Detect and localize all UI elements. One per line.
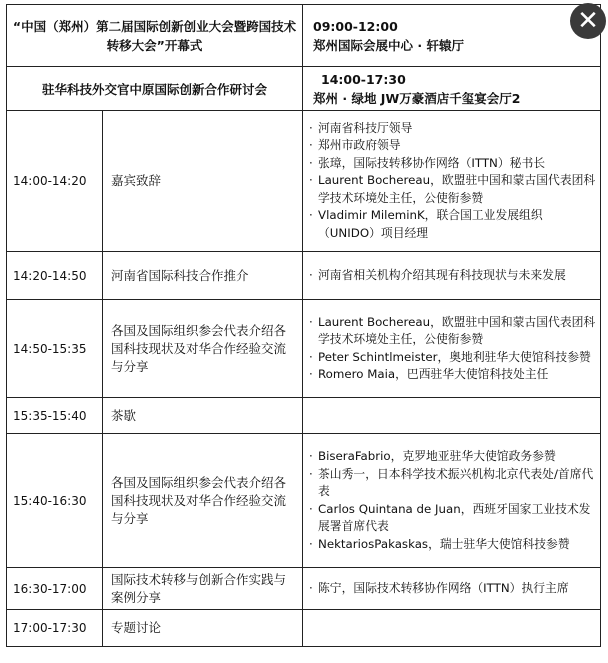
opening-time: 09:00-12:00 xyxy=(313,18,398,34)
session-title: 驻华科技外交官中原国际创新合作研讨会 xyxy=(7,67,303,111)
agenda-topic: 专题讨论 xyxy=(103,610,303,647)
speaker-item: · 张璋，国际技转移协作网络（ITTN）秘书长 xyxy=(309,155,596,173)
speaker-list xyxy=(309,580,596,598)
agenda-row xyxy=(7,610,601,647)
close-button[interactable] xyxy=(570,3,606,39)
agenda-table xyxy=(6,4,601,647)
speaker-item: · Romero Maia，巴西驻华大使馆科技处主任 xyxy=(309,366,596,384)
opening-info xyxy=(303,5,601,67)
speaker-list xyxy=(309,314,596,384)
speaker-item: · BiseraFabrio，克罗地亚驻华大使馆政务参赞 xyxy=(309,448,596,466)
speaker-list xyxy=(309,120,596,243)
speaker-item: · 陈宁，国际技术转移协作网络（ITTN）执行主席 xyxy=(309,580,596,598)
session-header-row xyxy=(7,67,601,111)
close-icon: ✕ xyxy=(577,6,599,36)
agenda-time: 14:50-15:35 xyxy=(7,300,103,398)
speaker-item: · 郑州市政府领导 xyxy=(309,137,596,155)
agenda-row xyxy=(7,398,601,434)
agenda-topic: 河南省国际科技合作推介 xyxy=(103,252,303,300)
opening-title: “中国（郑州）第二届国际创新创业大会暨跨国技术转移大会”开幕式 xyxy=(7,5,303,67)
agenda-row xyxy=(7,252,601,300)
agenda-speakers xyxy=(303,568,601,610)
agenda-row xyxy=(7,111,601,252)
agenda-topic: 嘉宾致辞 xyxy=(103,111,303,252)
agenda-row xyxy=(7,434,601,568)
agenda-speakers xyxy=(303,610,601,647)
session-time: 14:00-17:30 xyxy=(321,71,406,87)
agenda-speakers xyxy=(303,398,601,434)
agenda-row xyxy=(7,300,601,398)
opening-venue: 郑州国际会展中心 · 轩辕厅 xyxy=(313,37,464,53)
agenda-speakers xyxy=(303,111,601,252)
opening-header-row xyxy=(7,5,601,67)
speaker-item: · 河南省科技厅领导 xyxy=(309,120,596,138)
agenda-time: 15:40-16:30 xyxy=(7,434,103,568)
speaker-item: · 河南省相关机构介绍其现有科技现状与未来发展 xyxy=(309,267,596,285)
speaker-item: · NektariosPakaskas，瑞士驻华大使馆科技参赞 xyxy=(309,536,596,554)
agenda-speakers xyxy=(303,434,601,568)
agenda-speakers xyxy=(303,300,601,398)
speaker-item: · Peter Schintlmeister，奥地利驻华大使馆科技参赞 xyxy=(309,349,596,367)
speaker-item: · Vladimir MileminK，联合国工业发展组织（UNIDO）项目经理 xyxy=(309,207,596,242)
agenda-topic: 茶歇 xyxy=(103,398,303,434)
agenda-speakers xyxy=(303,252,601,300)
speaker-item: · 茶山秀一，日本科学技术振兴机构北京代表处/首席代表 xyxy=(309,466,596,501)
speaker-list xyxy=(309,448,596,553)
speaker-item: · Carlos Quintana de Juan，西班牙国家工业技术发展署首席代表 xyxy=(309,501,596,536)
session-info xyxy=(303,67,601,111)
agenda-topic: 各国及国际组织参会代表介绍各国科技现状及对华合作经验交流与分享 xyxy=(103,300,303,398)
agenda-time: 14:00-14:20 xyxy=(7,111,103,252)
agenda-time: 15:35-15:40 xyxy=(7,398,103,434)
speaker-list xyxy=(309,267,596,285)
speaker-item: · Laurent Bochereau，欧盟驻中国和蒙古国代表团科学技术环境处主任，公使衔参赞 xyxy=(309,172,596,207)
speaker-item: · Laurent Bochereau，欧盟驻中国和蒙古国代表团科学技术环境处主任，公使衔参赞 xyxy=(309,314,596,349)
agenda-topic: 各国及国际组织参会代表介绍各国科技现状及对华合作经验交流与分享 xyxy=(103,434,303,568)
agenda-time: 16:30-17:00 xyxy=(7,568,103,610)
agenda-topic: 国际技术转移与创新合作实践与案例分享 xyxy=(103,568,303,610)
agenda-time: 17:00-17:30 xyxy=(7,610,103,647)
session-venue: 郑州 · 绿地 JW万豪酒店千玺宴会厅2 xyxy=(313,90,521,106)
agenda-row xyxy=(7,568,601,610)
agenda-time: 14:20-14:50 xyxy=(7,252,103,300)
